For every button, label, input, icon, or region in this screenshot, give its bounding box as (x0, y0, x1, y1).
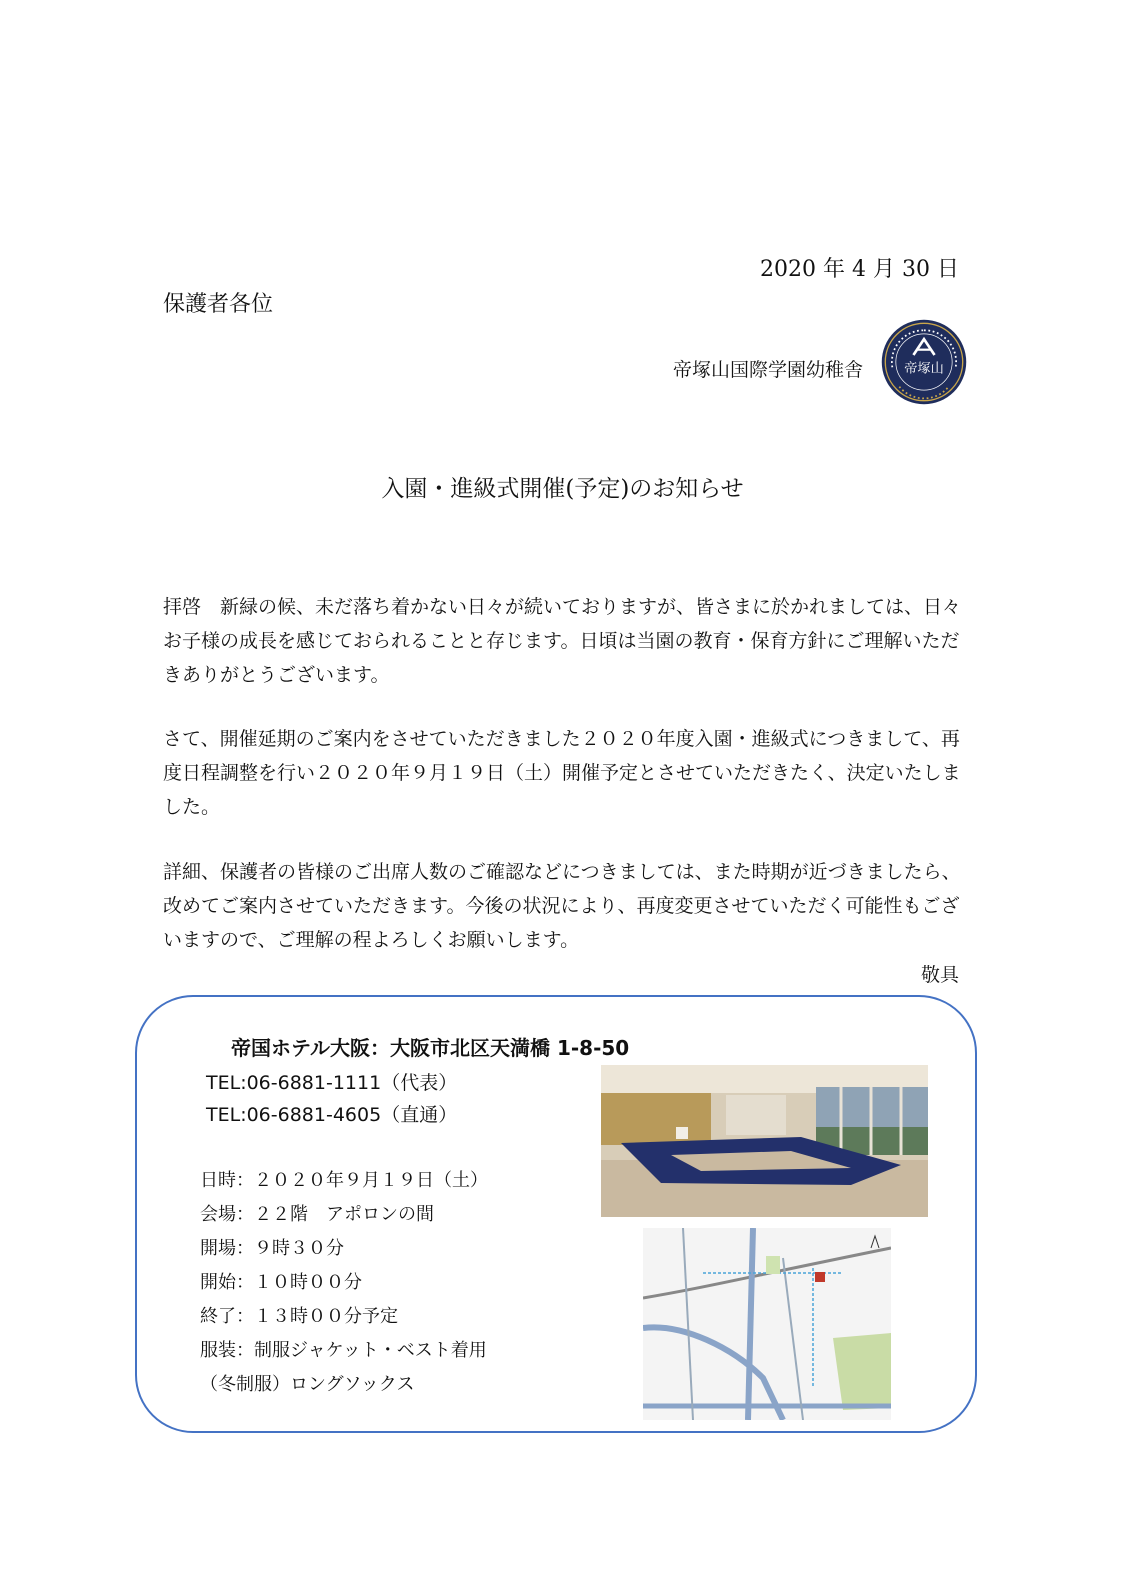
seal-text: 帝塚山 (904, 361, 944, 377)
detail-venue: 会場：２２階 アポロンの間 (200, 1204, 434, 1225)
paragraph-details: 詳細、保護者の皆様のご出席人数のご確認などにつきましては、また時期が近づきましたら、改めてご案内させていただきます。今後の状況により、再度変更させていただく可能性もございますので、ご理解の程よろしくお願いします。 (163, 861, 961, 951)
paragraph-schedule: さて、開催延期のご案内をさせていただきました２０２０年度入園・進級式につきまして、再度日程調整を行い２０２０年９月１９日（土）開催予定とさせていただきたく、決定いたしました。 (163, 728, 961, 818)
tel-main: TEL:06-6881-1111（代表） (206, 1072, 458, 1094)
banquet-room-photo (601, 1065, 928, 1217)
paragraph-greeting: 拝啓 新緑の候、未だ落ち着かない日々が続いておりますが、皆さまに於かれましては、日々お子様の成長を感じておられることと存じます。日頃は当園の教育・保育方針にご理解いただきありがとうございます。 (163, 596, 962, 686)
tel-direct: TEL:06-6881-4605（直通） (206, 1104, 458, 1126)
detail-doors-open: 開場：９時３０分 (200, 1238, 344, 1259)
detail-end: 終了：１３時００分予定 (200, 1306, 398, 1327)
letter-date: 2020 年 4 月 30 日 (760, 257, 959, 282)
detail-datetime: 日時：２０２０年９月１９日（土） (200, 1170, 488, 1191)
access-map (643, 1228, 891, 1420)
notice-title: 入園・進級式開催(予定)のお知らせ (381, 476, 744, 502)
sender-name: 帝塚山国際学園幼稚舎 (672, 359, 863, 381)
school-seal-logo (880, 318, 968, 406)
event-details (200, 1164, 488, 1402)
detail-start: 開始：１０時００分 (200, 1272, 362, 1293)
hotel-address: 帝国ホテル大阪：大阪市北区天満橋 1-8-50 (231, 1036, 630, 1060)
detail-dress-code: 服装：制服ジャケット・ベスト着用 (200, 1340, 487, 1361)
closing-phrase: 敬具 (920, 964, 959, 986)
detail-dress-code-winter: （冬制服）ロングソックス (200, 1374, 415, 1395)
recipient: 保護者各位 (163, 292, 274, 317)
